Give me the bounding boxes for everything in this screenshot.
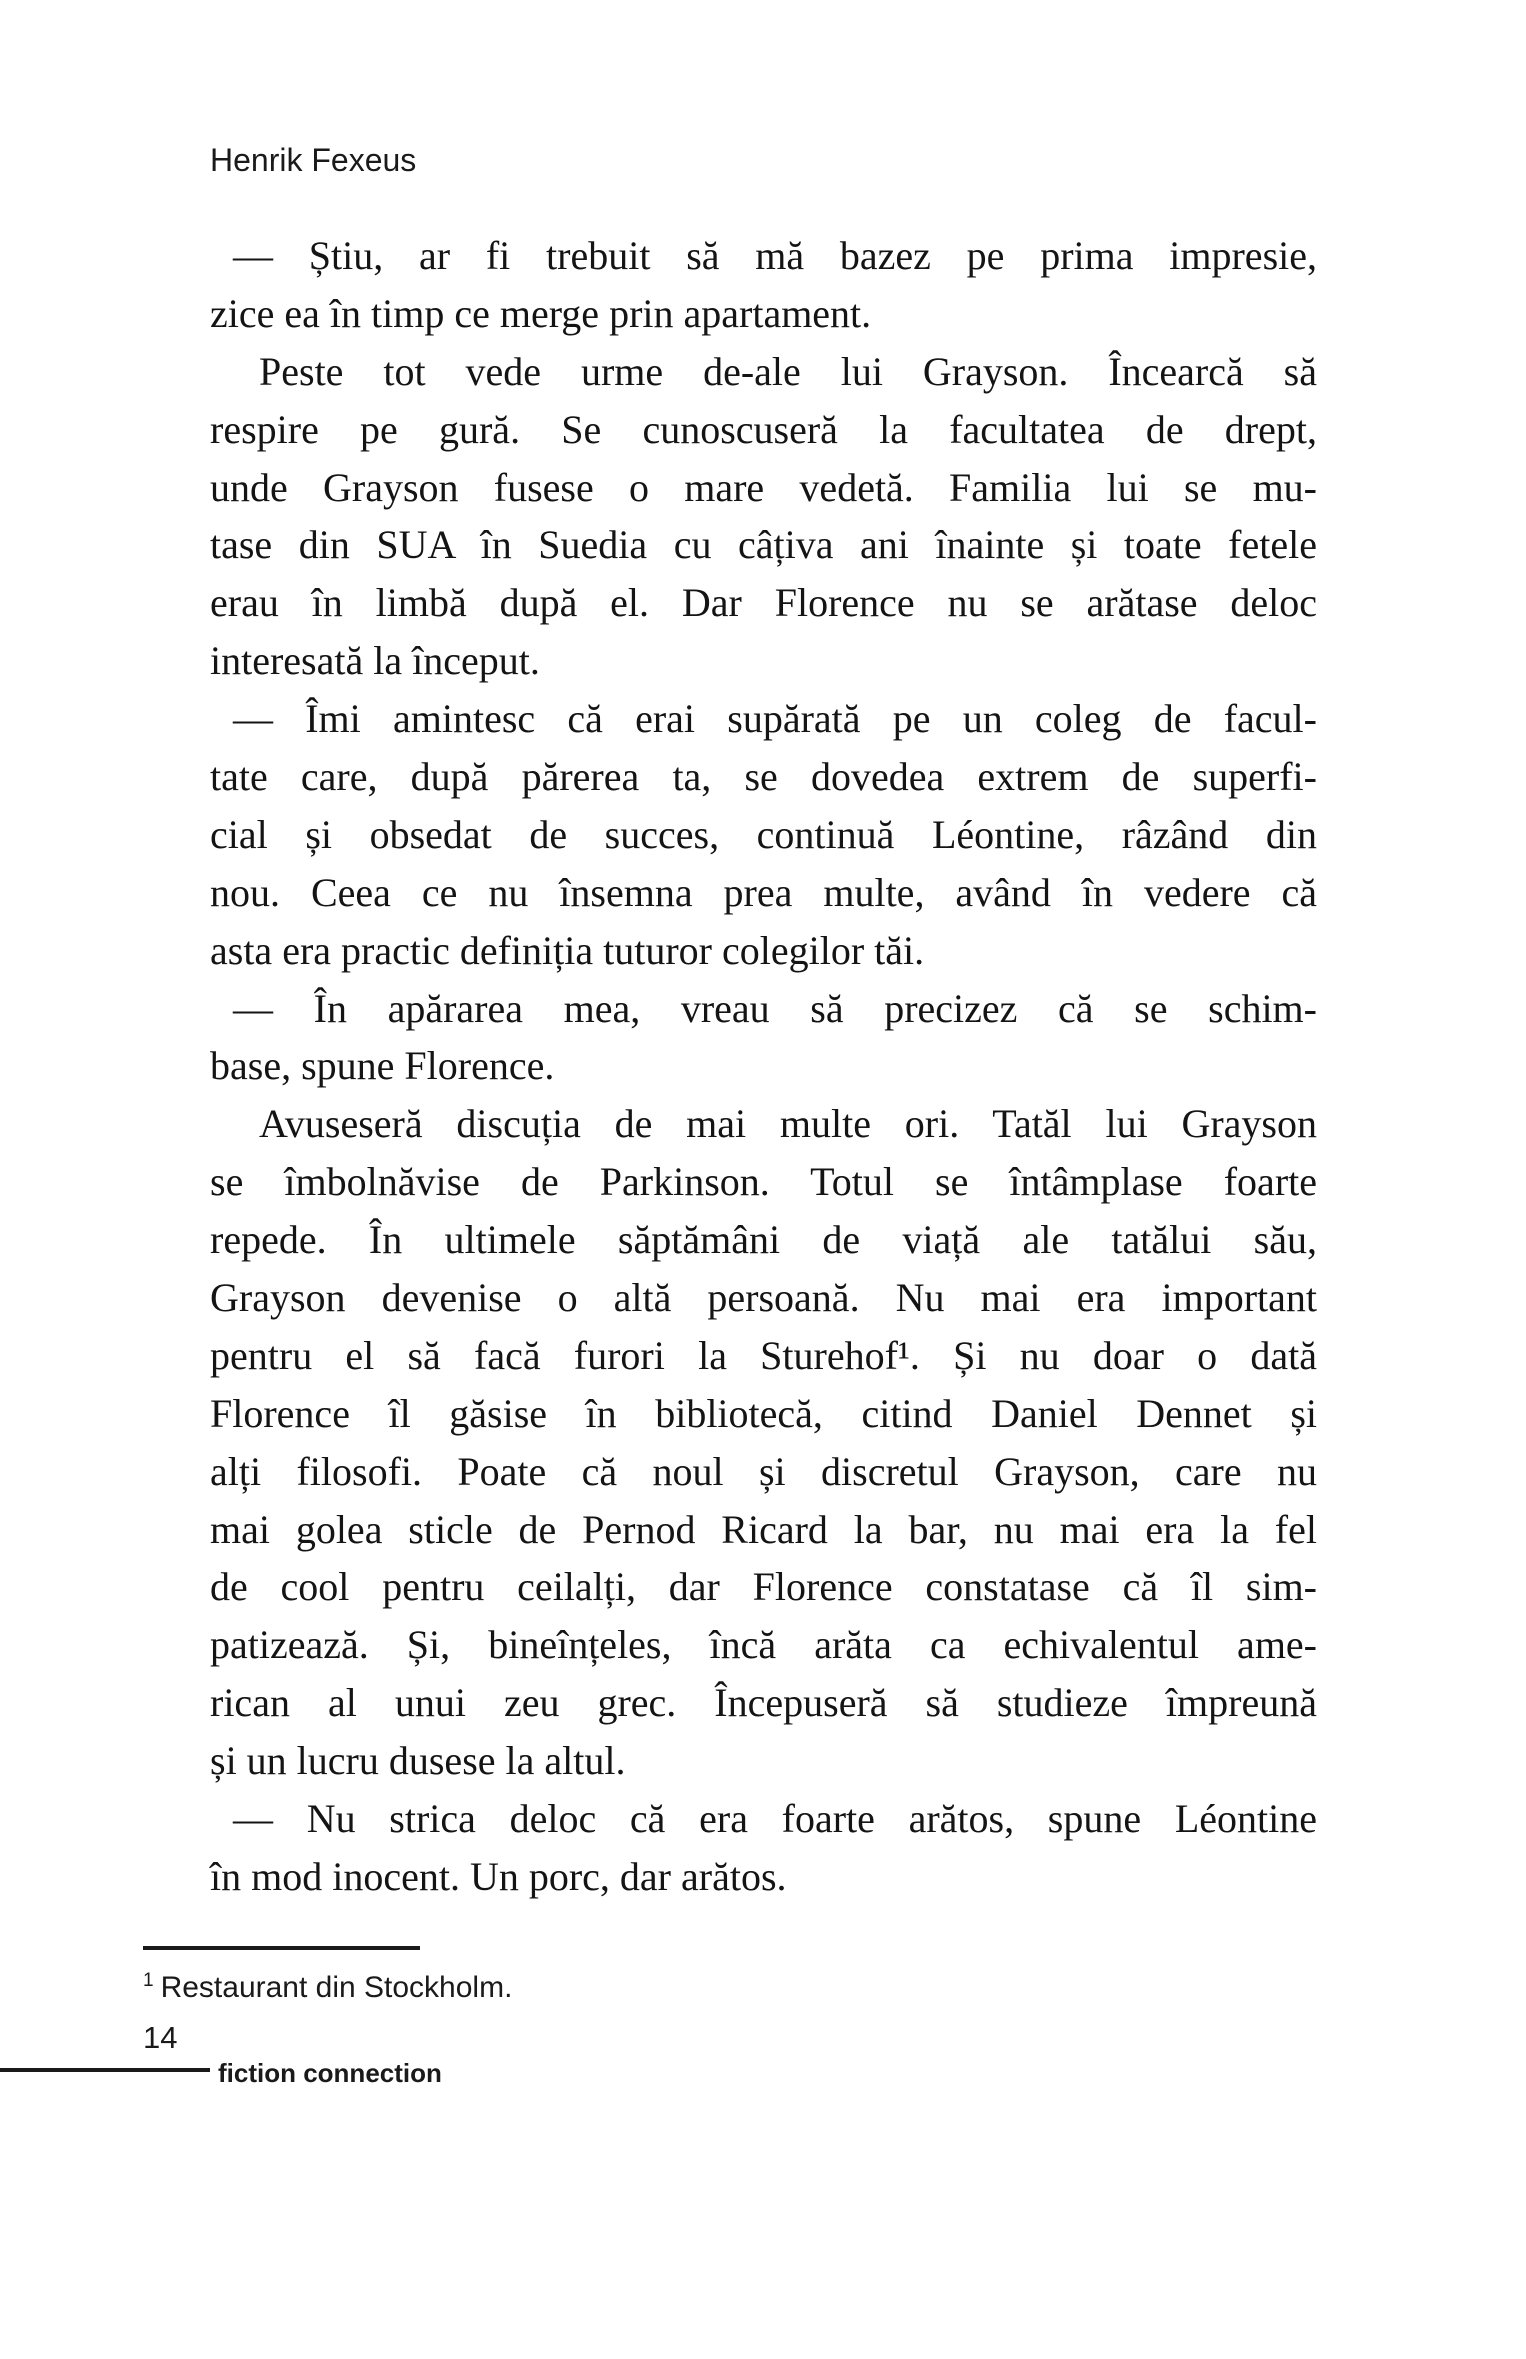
text-line: patizează. Și, bineînțeles, încă arăta ca echivalentul ame-	[210, 1622, 1317, 1668]
text-line: base, spune Florence.	[210, 1043, 555, 1089]
text-line: Florence îl găsise în bibliotecă, citind Daniel Dennet și	[210, 1390, 1317, 1436]
footnote	[143, 1968, 512, 2008]
text-line: unde Grayson fusese o mare vedetă. Familia lui se mu-	[210, 464, 1317, 510]
text-line: Peste tot vede urme de-ale lui Grayson. Încearcă să	[259, 348, 1317, 394]
text-line: tase din SUA în Suedia cu câțiva ani înainte și toate fetele	[210, 522, 1317, 568]
footnote-separator-rule	[143, 1946, 420, 1950]
text-line: erau în limbă după el. Dar Florence nu se arătase deloc	[210, 580, 1317, 626]
text-line: repede. În ultimele săptămâni de viață ale tatălui său,	[210, 1217, 1317, 1263]
footnote-marker: 1	[143, 1970, 154, 1991]
imprint-brand: fiction connection	[218, 2058, 442, 2088]
footnote-text: Restaurant din Stockholm.	[160, 1971, 513, 2004]
text-line: — Știu, ar fi trebuit să mă bazez pe prima impresie,	[233, 233, 1317, 278]
text-line: Avuseseră discuția de mai multe ori. Tatăl lui Grayson	[259, 1101, 1317, 1147]
text-line: pentru el să facă furori la Sturehof¹. Și nu doar o dată	[210, 1332, 1317, 1378]
text-line: Grayson devenise o altă persoană. Nu mai era important	[210, 1275, 1317, 1321]
text-line: cial și obsedat de succes, continuă Léontine, râzând din	[210, 811, 1317, 857]
text-line: mai golea sticle de Pernod Ricard la bar, nu mai era la fel	[210, 1506, 1317, 1552]
footer-rule	[0, 2068, 210, 2072]
text-line: alți filosofi. Poate că noul și discretul Grayson, care nu	[210, 1448, 1317, 1494]
text-line: rican al unui zeu grec. Începuseră să studieze împreună	[210, 1680, 1317, 1726]
text-line: și un lucru dusese la altul.	[210, 1738, 626, 1784]
text-line: în mod inocent. Un porc, dar arătos.	[210, 1853, 787, 1899]
text-line: — În apărarea mea, vreau să precizez că se schim-	[233, 985, 1317, 1031]
page-number: 14	[143, 2020, 178, 2055]
text-line: zice ea în timp ce merge prin apartament.	[210, 290, 872, 336]
text-line: tate care, după părerea ta, se dovedea extrem de superfi-	[210, 754, 1317, 800]
text-line: nou. Ceea ce nu însemna prea multe, având în vedere că	[210, 869, 1317, 915]
text-line: de cool pentru ceilalți, dar Florence constatase că îl sim-	[210, 1564, 1317, 1610]
text-line: asta era practic definiția tuturor colegilor tăi.	[210, 927, 925, 973]
text-line: respire pe gură. Se cunoscuseră la facultatea de drept,	[210, 406, 1317, 452]
running-header: Henrik Fexeus	[210, 142, 417, 178]
text-line: se îmbolnăvise de Parkinson. Totul se întâmplase foarte	[210, 1159, 1317, 1205]
text-line: — Îmi amintesc că erai supărată pe un coleg de facul-	[233, 696, 1317, 742]
text-line: — Nu strica deloc că era foarte arătos, spune Léontine	[233, 1796, 1317, 1842]
text-line: interesată la început.	[210, 638, 540, 684]
body-text	[210, 227, 1317, 1906]
